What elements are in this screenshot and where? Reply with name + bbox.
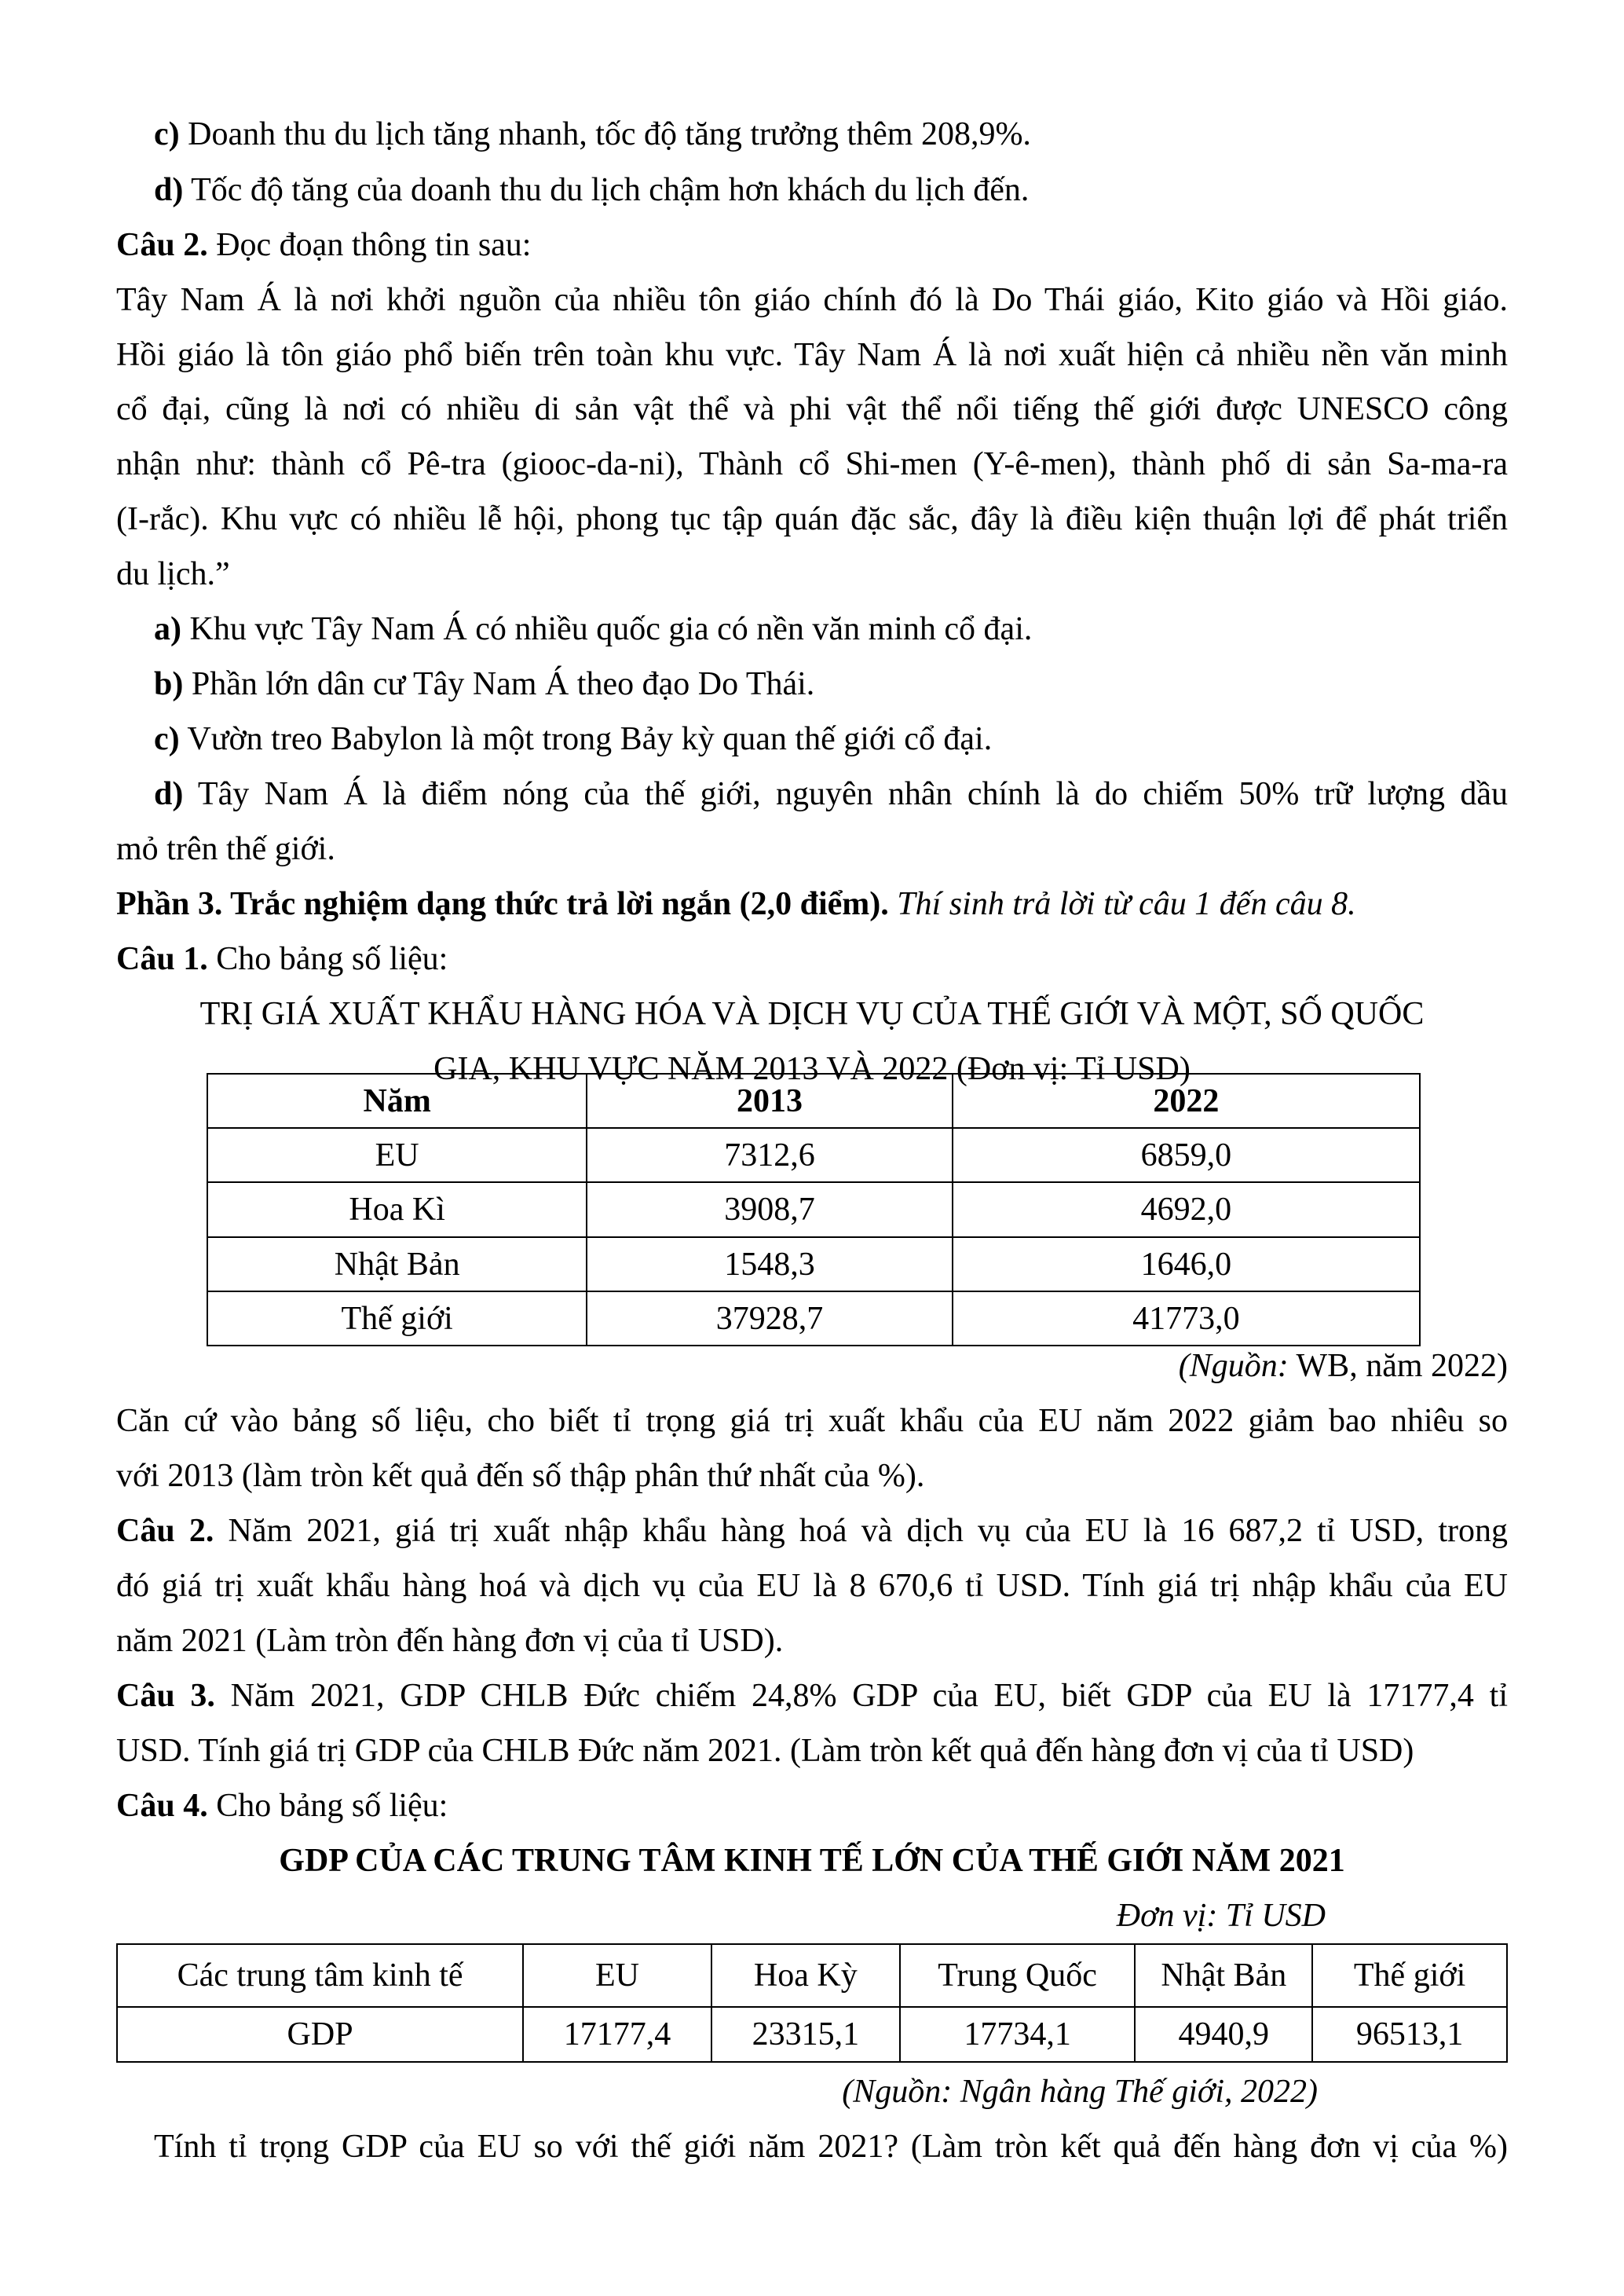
table-title — [0, 974, 1624, 1087]
table-title-line: GIA, KHU VỰC NĂM 2013 VÀ 2022 (Đơn vị: Tỉ USD) — [433, 1051, 1191, 1087]
gdp-table — [116, 1943, 1508, 2063]
export-table — [207, 1073, 1421, 1346]
table-cell: 3908,7 — [587, 1182, 952, 1237]
question-text: đó giá trị xuất khẩu hàng hoá và dịch vụ của EU là 8 670,6 tỉ USD. Tính giá trị nhập khẩu của EU — [116, 1568, 1508, 1604]
question-label: Câu 1. — [116, 941, 208, 977]
table-cell: 96513,1 — [1312, 2007, 1507, 2062]
question-text: Câu 2. Năm 2021, giá trị xuất nhập khẩu hàng hoá và dịch vụ của EU là 16 687,2 tỉ USD, trong — [116, 1513, 1508, 1549]
statement-label: c) — [154, 721, 180, 757]
table-row — [207, 1291, 1420, 1346]
table-cell: Nhật Bản — [207, 1237, 587, 1291]
section-heading — [116, 888, 1356, 921]
table-cell: EU — [207, 1128, 587, 1182]
table-cell: 1548,3 — [587, 1237, 952, 1291]
question-intro: Đọc đoạn thông tin sau: — [207, 227, 532, 263]
statement-text: Vườn treo Babylon là một trong Bảy kỳ quan thế giới cổ đại. — [179, 721, 993, 757]
header-cell: Hoa Kỳ — [711, 1944, 900, 2007]
question-heading — [116, 1789, 448, 1822]
table-title-line: TRỊ GIÁ XUẤT KHẨU HÀNG HÓA VÀ DỊCH VỤ CỦA THẾ GIỚI VÀ MỘT, SỐ QUỐC — [199, 996, 1425, 1032]
question-text: Tính tỉ trọng GDP của EU so với thế giới năm 2021? (Làm tròn kết quả đến hàng đơn vị của %) — [154, 2129, 1508, 2165]
question-label: Câu 2. — [116, 227, 208, 263]
header-cell: Năm — [207, 1074, 587, 1128]
statement-text: Tốc độ tăng của doanh thu du lịch chậm hơn khách du lịch đến. — [183, 172, 1030, 208]
statement-c — [154, 118, 1031, 151]
section-instruction: Thí sinh trả lời từ câu 1 đến câu 8. — [888, 886, 1356, 922]
passage-line: (I-rắc). Khu vực có nhiều lễ hội, phong tục tập quán đặc sắc, đây là điều kiện thuận lợi để phát triển — [116, 501, 1508, 537]
statement-label: c) — [154, 116, 180, 152]
table-cell: 4940,9 — [1135, 2007, 1312, 2062]
header-cell: Nhật Bản — [1135, 1944, 1312, 2007]
source-label: (Nguồn: — [1178, 1348, 1289, 1384]
question-text: năm 2021 (Làm tròn đến hàng đơn vị của tỉ USD). — [116, 1623, 784, 1659]
question-label: Câu 4. — [116, 1788, 208, 1824]
table-cell: 4692,0 — [953, 1182, 1420, 1237]
table-row — [207, 1182, 1420, 1237]
header-cell: 2022 — [953, 1074, 1420, 1128]
question-text: với 2013 (làm tròn kết quả đến số thập phân thứ nhất của %). — [116, 1458, 925, 1494]
passage-line: Tây Nam Á là nơi khởi nguồn của nhiều tôn giáo chính đó là Do Thái giáo, Kito giáo và Hồi giáo. — [116, 282, 1508, 318]
header-cell: Trung Quốc — [900, 1944, 1136, 2007]
passage-line: du lịch.” — [116, 556, 230, 592]
statement-label: d) — [154, 776, 184, 812]
statement-d — [154, 174, 1029, 207]
table-header-row — [117, 1944, 1507, 2007]
statement-d-continued: mỏ trên thế giới. — [116, 831, 335, 867]
section-title: Phần 3. Trắc nghiệm dạng thức trả lời ngắn (2,0 điểm). — [116, 886, 889, 922]
statement-label: a) — [154, 611, 181, 647]
table-cell: GDP — [117, 2007, 523, 2062]
header-cell: EU — [523, 1944, 711, 2007]
passage-line: Hồi giáo là tôn giáo phổ biến trên toàn khu vực. Tây Nam Á là nơi xuất hiện cả nhiều nền văn minh — [116, 337, 1508, 373]
question-heading — [116, 943, 448, 976]
table-cell: 23315,1 — [711, 2007, 900, 2062]
statement-text: Doanh thu du lịch tăng nhanh, tốc độ tăng trưởng thêm 208,9%. — [179, 116, 1031, 152]
statement-label: b) — [154, 666, 184, 702]
table-cell: Hoa Kì — [207, 1182, 587, 1237]
table-cell: 6859,0 — [953, 1128, 1420, 1182]
table-row — [117, 2007, 1507, 2062]
table-cell: 37928,7 — [587, 1291, 952, 1346]
question-intro: Cho bảng số liệu: — [207, 941, 448, 977]
table-cell: 41773,0 — [953, 1291, 1420, 1346]
passage-line: cổ đại, cũng là nơi có nhiều di sản vật thể và phi vật thể nổi tiếng thế giới được UNESCO công — [116, 391, 1508, 427]
table-cell: 7312,6 — [587, 1128, 952, 1182]
question-text: Câu 3. Năm 2021, GDP CHLB Đức chiếm 24,8% GDP của EU, biết GDP của EU là 17177,4 tỉ — [116, 1678, 1508, 1714]
table-source: (Nguồn: Ngân hàng Thế giới, 2022) — [842, 2074, 1318, 2110]
statement-text: Khu vực Tây Nam Á có nhiều quốc gia có nền văn minh cổ đại. — [181, 611, 1033, 647]
question-label: Câu 3. — [116, 1678, 215, 1714]
header-cell: Thế giới — [1312, 1944, 1507, 2007]
table-cell: Thế giới — [207, 1291, 587, 1346]
statement-d — [154, 778, 1508, 811]
question-heading — [116, 229, 531, 262]
table-header-row — [207, 1074, 1420, 1128]
table-source — [1179, 1349, 1508, 1382]
statement-label: d) — [154, 172, 184, 208]
statement-a — [154, 613, 1032, 646]
passage-line: nhận như: thành cổ Pê-tra (giooc-da-ni), Thành cổ Shi-men (Y-ê-men), thành phố di sản Sa-ma-ra — [116, 446, 1508, 482]
statement-text: Phần lớn dân cư Tây Nam Á theo đạo Do Thái. — [183, 666, 815, 702]
source-text: WB, năm 2022) — [1288, 1348, 1508, 1384]
statement-text: Tây Nam Á là điểm nóng của thế giới, nguyên nhân chính là do chiếm 50% trữ lượng dầu — [183, 776, 1508, 812]
question-text: Căn cứ vào bảng số liệu, cho biết tỉ trọng giá trị xuất khẩu của EU năm 2022 giảm bao nhiêu so — [116, 1403, 1508, 1439]
table-cell: 17734,1 — [900, 2007, 1136, 2062]
question-intro: Cho bảng số liệu: — [207, 1788, 448, 1824]
header-cell: Các trung tâm kinh tế — [117, 1944, 523, 2007]
table-cell: 1646,0 — [953, 1237, 1420, 1291]
table-row — [207, 1237, 1420, 1291]
table-cell: 17177,4 — [523, 2007, 711, 2062]
table-title: GDP CỦA CÁC TRUNG TÂM KINH TẾ LỚN CỦA THẾ GIỚI NĂM 2021 — [279, 1843, 1345, 1879]
question-label: Câu 2. — [116, 1513, 214, 1549]
table-unit: Đơn vị: Tỉ USD — [1116, 1898, 1326, 1934]
question-text: USD. Tính giá trị GDP của CHLB Đức năm 2021. (Làm tròn kết quả đến hàng đơn vị của tỉ USD) — [116, 1733, 1414, 1769]
table-row — [207, 1128, 1420, 1182]
statement-c — [154, 723, 992, 756]
statement-b — [154, 668, 814, 701]
header-cell: 2013 — [587, 1074, 952, 1128]
